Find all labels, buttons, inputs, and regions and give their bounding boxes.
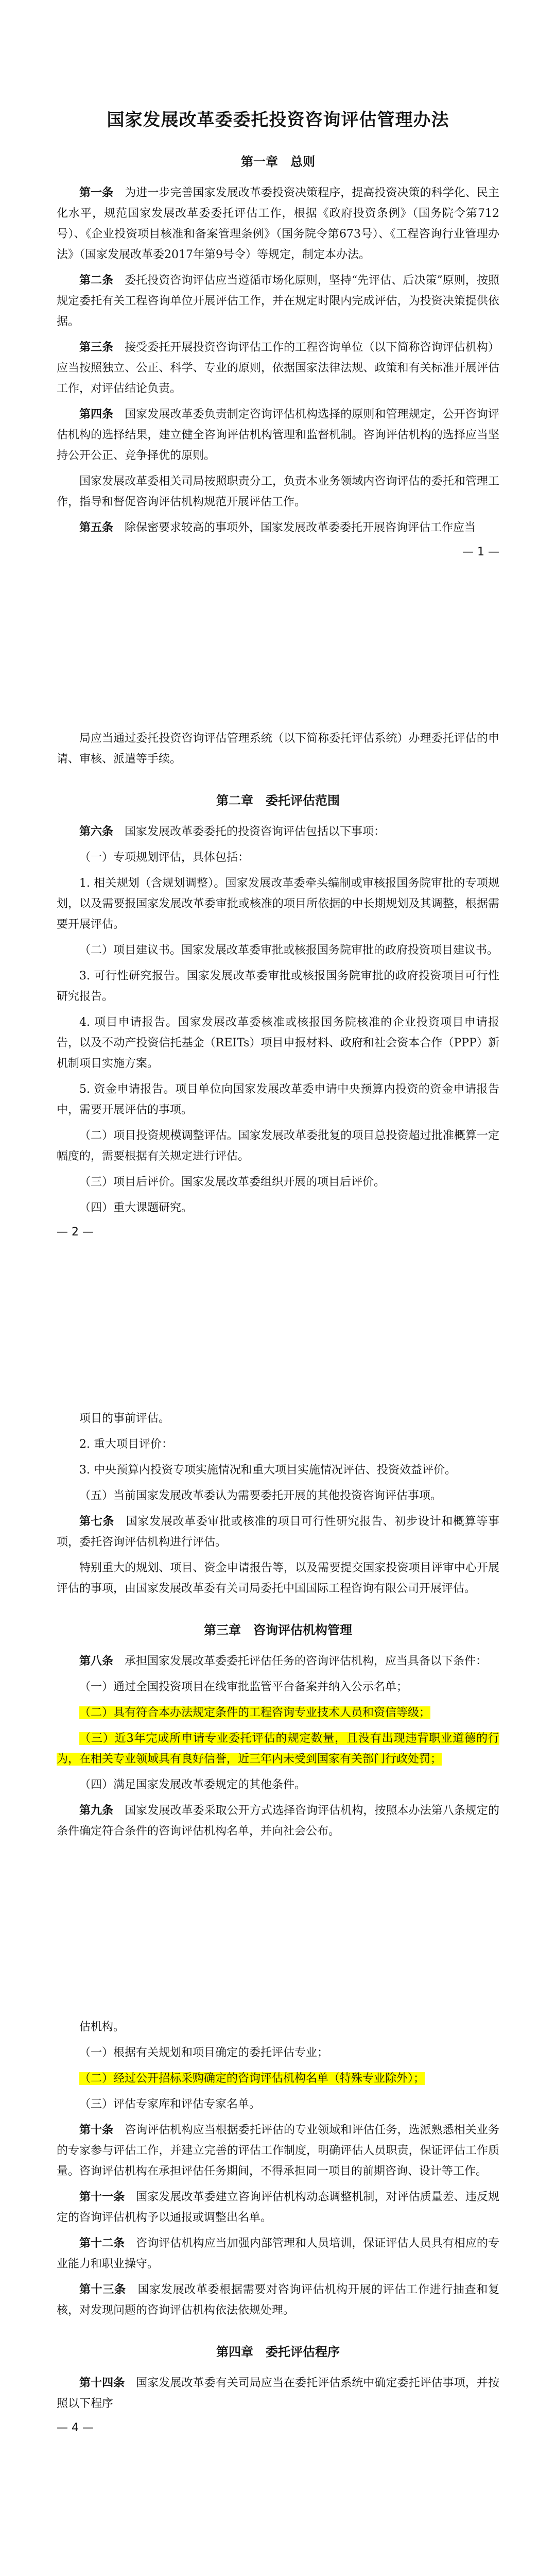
- highlight: （二）经过公开招标采购确定的咨询评估机构名单（特殊专业除外）；: [79, 2072, 425, 2085]
- article-text: 国家发展改革委负责制定咨询评估机构选择的原则和管理规定，公开咨询评估机构的选择结果，建立健全咨询评估机构管理和监督机制。咨询评估机构的选择应当坚持公开公正、竞争择优的原则。: [57, 408, 499, 462]
- page-break: [57, 2434, 499, 2576]
- article-text: 咨询评估机构应当根据委托评估的专业领域和评估任务，选派熟悉相关业务的专家参与评估工作，并建立完善的评估工作制度，明确评估人员职责，保证评估工作质量。咨询评估机构在承担评估任务期间，不得承担同一项目的前期咨询、设计等工作。: [57, 2124, 499, 2178]
- highlighted-list-item: [57, 1728, 499, 1770]
- list-item: （一）通过全国投资项目在线审批监管平台备案并纳入公示名单；: [79, 1681, 408, 1693]
- article-text: 国家发展改革委建立咨询评估机构动态调整机制，对评估质量差、违反规定的咨询评估机构予以通报或调整出名单。: [57, 2191, 499, 2224]
- article-text: 除保密要求较高的事项外，国家发展改革委委托开展咨询评估工作应当: [125, 521, 476, 534]
- list-item: （五）当前国家发展改革委认为需要委托开展的其他投资咨询评估事项。: [79, 1489, 442, 1502]
- article-text: 国家发展改革委委托的投资咨询评估包括以下事项：: [125, 825, 386, 838]
- article-11: [57, 2187, 499, 2228]
- article-label: 第四条: [79, 408, 114, 421]
- chapter-1-heading: 第一章 总则: [241, 155, 315, 169]
- chapter-3-heading: 第三章 咨询评估机构管理: [204, 1623, 352, 1637]
- page-break: [57, 1239, 499, 1409]
- article-10: [57, 2120, 499, 2182]
- article-label: 第六条: [79, 825, 114, 838]
- article-label: 第十一条: [79, 2191, 125, 2204]
- article-text: 为进一步完善国家发展改革委投资决策程序，提高投资决策的科学化、民主化水平，规范国家发展改革委委托评估工作，根据《政府投资条例》（国务院令第712号）、《企业投资项目核准和备案管理条例》（国务院令第673号）、《工程咨询行业管理办法》（国家发展改革委2017年第9号令）等规定，制定本办法。: [57, 187, 499, 261]
- list-item: （一）专项规划评估，具体包括：: [79, 851, 250, 864]
- article-label: 第十三条: [79, 2283, 126, 2296]
- article-label: 第五条: [79, 521, 114, 534]
- article-12: [57, 2233, 499, 2275]
- list-item: 5. 资金申请报告。项目单位向国家发展改革委申请中央预算内投资的资金申请报告中，需要开展评估的事项。: [57, 1083, 499, 1116]
- article-text: 接受委托开展投资咨询评估工作的工程咨询单位（以下简称咨询评估机构）应当按照独立、公正、科学、专业的原则，依据国家法律法规、政策和有关标准开展评估工作，对评估结论负责。: [57, 341, 499, 395]
- highlight: （二）具有符合本办法规定条件的工程咨询专业技术人员和资信等级；: [79, 1706, 431, 1719]
- article-label: 第二条: [79, 274, 114, 287]
- article-label: 第九条: [79, 1804, 114, 1817]
- list-item: （一）根据有关规划和项目确定的委托评估专业；: [79, 2046, 329, 2059]
- article-14: [57, 2373, 499, 2414]
- list-item: 2. 重大项目评价：: [79, 1438, 173, 1451]
- highlighted-list-item: [57, 2069, 499, 2089]
- article-2: [57, 270, 499, 332]
- article-label: 第十二条: [79, 2237, 125, 2250]
- article-7-paragraph: 特别重大的规划、项目、资金申请报告等，以及需要提交国家投资项目评审中心开展评估的事项，由国家发展改革委有关司局委托中国国际工程咨询有限公司开展评估。: [57, 1562, 499, 1595]
- article-text: 国家发展改革委有关司局应当在委托评估系统中确定委托评估事项，并按照以下程序: [57, 2377, 499, 2410]
- chapter-2-heading: 第二章 委托评估范围: [216, 793, 340, 808]
- chapter-4-heading: 第四章 委托评估程序: [216, 2345, 340, 2359]
- article-text: 咨询评估机构应当加强内部管理和人员培训，保证评估人员具有相应的专业能力和职业操守。: [57, 2237, 499, 2270]
- article-label: 第三条: [79, 341, 114, 354]
- page-2-lead: 局应当通过委托投资咨询评估管理系统（以下简称委托评估系统）办理委托评估的申请、审核、派遣等手续。: [57, 732, 499, 766]
- article-label: 第七条: [79, 1515, 115, 1528]
- highlighted-list-item: [57, 1703, 499, 1723]
- article-text: 国家发展改革委根据需要对咨询评估机构开展的评估工作进行抽查和复核，对发现问题的咨询评估机构依法依规处理。: [57, 2283, 499, 2317]
- list-item: （三）项目后评价。国家发展改革委组织开展的项目后评价。: [79, 1176, 386, 1189]
- article-1: [57, 183, 499, 265]
- continuation-text: 项目的事前评估。: [79, 1412, 170, 1425]
- page-number: — 1 —: [462, 546, 499, 558]
- article-4-paragraph: 国家发展改革委相关司局按照职责分工，负责本业务领域内咨询评估的委托和管理工作，指导和督促咨询评估机构规范开展评估工作。: [57, 475, 499, 509]
- article-text: 承担国家发展改革委委托评估任务的咨询评估机构，应当具备以下条件：: [125, 1655, 488, 1668]
- continuation-text: 估机构。: [79, 2021, 125, 2033]
- article-6: [57, 822, 499, 842]
- article-9: [57, 1801, 499, 1842]
- list-item: （四）重大课题研究。: [79, 1201, 193, 1214]
- list-item: 3. 可行性研究报告。国家发展改革委审批或核报国务院审批的政府投资项目可行性研究报告。: [57, 970, 499, 1003]
- article-3: [57, 337, 499, 399]
- article-13: [57, 2280, 499, 2321]
- page-number: — 4 —: [57, 2421, 94, 2434]
- list-item: （二）项目建议书。国家发展改革委审批或核报国务院审批的政府投资项目建议书。: [79, 944, 499, 957]
- list-item: 3. 中央预算内投资专项实施情况和重大项目实施情况评估、投资效益评价。: [79, 1464, 456, 1477]
- article-label: 第十四条: [79, 2377, 125, 2389]
- list-item: 1. 相关规划（含规划调整）。国家发展改革委牵头编制或审核报国务院审批的专项规划，以及需要报国家发展改革委审批或核准的项目所依据的中长期规划及其调整，根据需要开展评估。: [57, 877, 499, 931]
- article-5: [57, 518, 499, 538]
- list-item: （二）项目投资规模调整评估。国家发展改革委批复的项目总投资超过批准概算一定幅度的，需要根据有关规定进行评估。: [57, 1129, 499, 1163]
- article-text: 委托投资咨询评估应当遵循市场化原则，坚持“先评估、后决策”原则，按照规定委托有关工程咨询单位开展评估工作，并在规定时限内完成评估，为投资决策提供依据。: [57, 274, 499, 328]
- list-item: 4. 项目申请报告。国家发展改革委核准或核报国务院核准的企业投资项目申请报告，以及不动产投资信托基金（REITs）项目申报材料、政府和社会资本合作（PPP）新机制项目实施方案。: [57, 1016, 499, 1070]
- list-item: （四）满足国家发展改革委规定的其他条件。: [79, 1778, 306, 1791]
- article-7: [57, 1512, 499, 1553]
- article-label: 第八条: [79, 1655, 114, 1668]
- page-break: [57, 558, 499, 728]
- page-number: — 2 —: [57, 1226, 94, 1239]
- article-text: 国家发展改革委采取公开方式选择咨询评估机构，按照本办法第八条规定的条件确定符合条件的咨询评估机构名单，并向社会公布。: [57, 1804, 499, 1838]
- article-4: [57, 404, 499, 466]
- highlight: （三）近3年完成所申请专业委托评估的规定数量，且没有出现违背职业道德的行为，在相关专业领域具有良好信誉，近三年内未受到国家有关部门行政处罚；: [57, 1732, 499, 1766]
- article-8: [57, 1651, 499, 1672]
- article-label: 第十条: [79, 2124, 114, 2137]
- list-item: （三）评估专家库和评估专家名单。: [79, 2098, 261, 2111]
- document-title: 国家发展改革委委托投资咨询评估管理办法: [107, 110, 449, 130]
- article-label: 第一条: [79, 187, 114, 199]
- page-break: [57, 1847, 499, 2017]
- article-text: 国家发展改革委审批或核准的项目可行性研究报告、初步设计和概算等事项，委托咨询评估机构进行评估。: [57, 1515, 499, 1549]
